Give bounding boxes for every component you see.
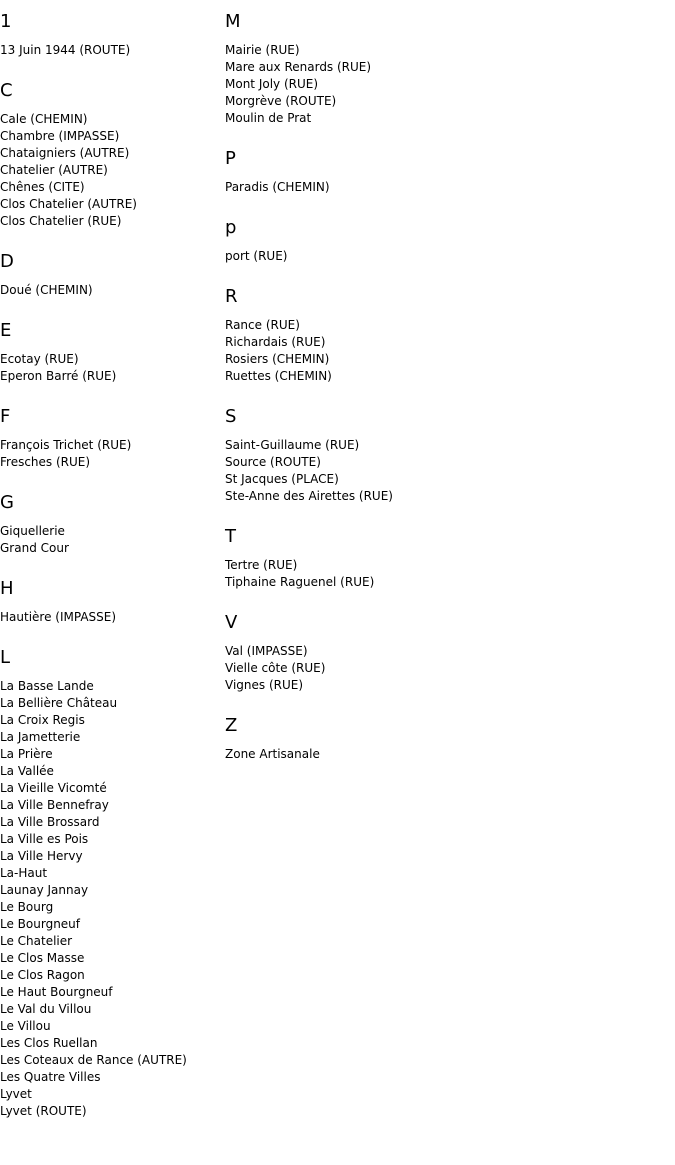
street-name: Chataigniers (AUTRE) (0, 146, 130, 160)
section-letter-heading: S (225, 406, 237, 427)
street-name: Chatelier (AUTRE) (0, 163, 108, 177)
street-name: Clos Chatelier (AUTRE) (0, 197, 137, 211)
street-name: Launay Jannay (0, 883, 89, 897)
street-name: Giquellerie (0, 524, 65, 538)
street-name: Chênes (CITE) (0, 180, 85, 194)
letter-section (225, 406, 675, 505)
street-name: Les Quatre Villes (0, 1070, 101, 1084)
letter-section (0, 578, 225, 626)
street-name: Ecotay (RUE) (0, 352, 79, 366)
street-name: Rosiers (CHEMIN) (225, 352, 330, 366)
section-letter-heading: E (0, 320, 12, 341)
street-list (0, 282, 225, 299)
street-list (225, 437, 675, 505)
street-name: La Vieille Vicomté (0, 781, 107, 795)
street-name: Tiphaine Raguenel (RUE) (225, 575, 375, 589)
street-name: Moulin de Prat (225, 111, 312, 125)
street-name: Richardais (RUE) (225, 335, 326, 349)
section-letter-heading: F (0, 406, 11, 427)
section-letter-heading: G (0, 492, 14, 513)
street-name: Clos Chatelier (RUE) (0, 214, 122, 228)
section-letter-heading: L (0, 647, 11, 668)
section-letter-heading: p (225, 217, 237, 238)
street-list (225, 42, 675, 127)
street-list (225, 179, 675, 196)
street-name: Mairie (RUE) (225, 43, 300, 57)
letter-section (0, 492, 225, 557)
street-index-right-column (225, 0, 675, 763)
street-name: La Bellière Château (0, 696, 118, 710)
street-list (225, 643, 675, 694)
letter-section (225, 217, 675, 265)
street-name: Ste-Anne des Airettes (RUE) (225, 489, 393, 503)
street-list (0, 42, 225, 59)
street-name: La Prière (0, 747, 53, 761)
section-letter-heading: C (0, 80, 13, 101)
street-name: Doué (CHEMIN) (0, 283, 93, 297)
street-name: Fresches (RUE) (0, 455, 91, 469)
street-list (225, 557, 675, 591)
street-name: Le Chatelier (0, 934, 73, 948)
street-list (225, 746, 675, 763)
street-name: Le Clos Masse (0, 951, 85, 965)
street-name: port (RUE) (225, 249, 288, 263)
street-name: Lyvet (ROUTE) (0, 1104, 87, 1118)
street-name: La Ville Bennefray (0, 798, 109, 812)
street-name: Source (ROUTE) (225, 455, 321, 469)
street-name: La Vallée (0, 764, 54, 778)
street-name: Grand Cour (0, 541, 69, 555)
section-letter-heading: P (225, 148, 236, 169)
street-name: Tertre (RUE) (225, 558, 298, 572)
letter-section (0, 251, 225, 299)
street-name: Morgrève (ROUTE) (225, 94, 337, 108)
street-name: Les Coteaux de Rance (AUTRE) (0, 1053, 187, 1067)
street-name: Saint-Guillaume (RUE) (225, 438, 360, 452)
street-name: Le Bourgneuf (0, 917, 81, 931)
section-letter-heading: H (0, 578, 14, 599)
street-name: Mare aux Renards (RUE) (225, 60, 372, 74)
letter-section (225, 715, 675, 763)
street-name: La Jametterie (0, 730, 81, 744)
street-name: La Ville es Pois (0, 832, 89, 846)
street-name: Le Villou (0, 1019, 51, 1033)
section-letter-heading: M (225, 11, 241, 32)
street-name: Le Val du Villou (0, 1002, 92, 1016)
section-letter-heading: 1 (0, 11, 12, 32)
street-name: Eperon Barré (RUE) (0, 369, 117, 383)
letter-section (225, 286, 675, 385)
street-name: La Basse Lande (0, 679, 94, 693)
street-name: Rance (RUE) (225, 318, 300, 332)
street-list (0, 351, 225, 385)
street-name: Paradis (CHEMIN) (225, 180, 330, 194)
street-name: St Jacques (PLACE) (225, 472, 339, 486)
street-name: La Croix Regis (0, 713, 85, 727)
street-name: Mont Joly (RUE) (225, 77, 319, 91)
street-name: Val (IMPASSE) (225, 644, 308, 658)
section-letter-heading: T (225, 526, 236, 547)
letter-section (0, 647, 225, 1120)
street-name: Le Haut Bourgneuf (0, 985, 113, 999)
street-name: Lyvet (0, 1087, 32, 1101)
street-name: La-Haut (0, 866, 48, 880)
section-letter-heading: R (225, 286, 238, 307)
street-list (0, 523, 225, 557)
street-name: Vielle côte (RUE) (225, 661, 326, 675)
letter-section (225, 148, 675, 196)
section-letter-heading: V (225, 612, 238, 633)
letter-section (225, 526, 675, 591)
street-list (0, 678, 225, 1120)
section-letter-heading: D (0, 251, 14, 272)
street-name: La Ville Hervy (0, 849, 83, 863)
street-name: Cale (CHEMIN) (0, 112, 88, 126)
street-list (0, 111, 225, 230)
letter-section (225, 11, 675, 127)
street-name: Ruettes (CHEMIN) (225, 369, 332, 383)
street-name: François Trichet (RUE) (0, 438, 132, 452)
section-letter-heading: Z (225, 715, 238, 736)
street-index-left-column (0, 0, 225, 1120)
street-name: 13 Juin 1944 (ROUTE) (0, 43, 131, 57)
street-name: Les Clos Ruellan (0, 1036, 98, 1050)
letter-section (0, 406, 225, 471)
street-name: Zone Artisanale (225, 747, 320, 761)
street-name: Le Clos Ragon (0, 968, 85, 982)
letter-section (225, 612, 675, 694)
street-list (225, 248, 675, 265)
street-name: Hautière (IMPASSE) (0, 610, 117, 624)
street-name: Le Bourg (0, 900, 54, 914)
street-name: La Ville Brossard (0, 815, 100, 829)
street-name: Vignes (RUE) (225, 678, 304, 692)
street-name: Chambre (IMPASSE) (0, 129, 120, 143)
street-list (225, 317, 675, 385)
letter-section (0, 11, 225, 59)
letter-section (0, 320, 225, 385)
street-list (0, 437, 225, 471)
letter-section (0, 80, 225, 230)
street-list (0, 609, 225, 626)
